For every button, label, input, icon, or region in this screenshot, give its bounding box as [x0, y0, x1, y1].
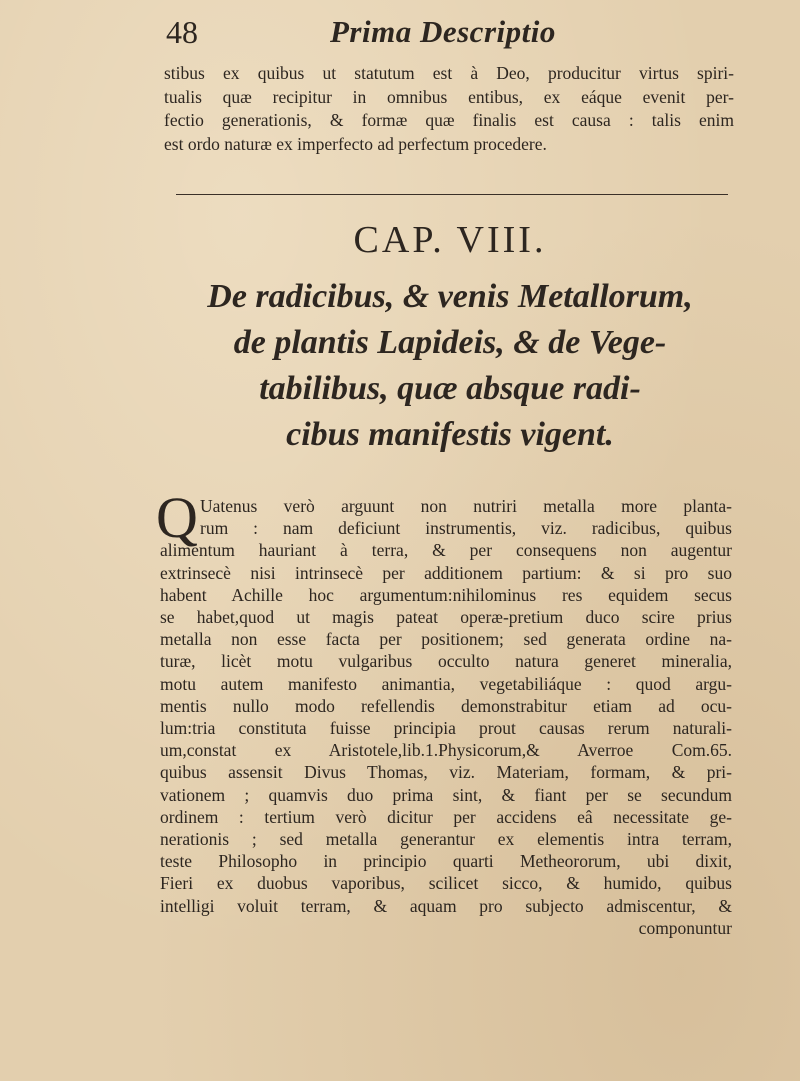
- text-line: habent Achille hoc argumentum:nihilominus res equidem secus: [160, 584, 732, 605]
- catchword: componuntur: [638, 917, 732, 938]
- text-line: motu autem manifesto animantia, vegetabiliáque : quod argu-: [160, 673, 732, 694]
- section-divider: [176, 194, 728, 195]
- text-line: extrinsecè nisi intrinsecè per additionem partium: & si pro suo: [160, 562, 732, 583]
- text-line: alimentum hauriant à terra, & per consequens non augentur: [160, 540, 732, 561]
- chapter-heading: CAP. VIII.: [353, 219, 547, 261]
- chapter-title-line: de plantis Lapideis, & de Vege-: [233, 324, 667, 361]
- running-head: Prima Descriptio: [330, 14, 556, 49]
- text-line: est ordo naturæ ex imperfecto ad perfectum procedere.: [164, 133, 547, 154]
- text-line: um,constat ex Aristotele,lib.1.Physicorum,& Averroe Com.65.: [160, 740, 732, 761]
- text-line: stibus ex quibus ut statutum est à Deo, producitur virtus spiri-: [164, 63, 734, 83]
- text-line: fectio generationis, & formæ quæ finalis est causa : talis enim: [164, 110, 734, 130]
- text-line: intelligi voluit terram, & aquam pro subjecto admiscentur, &: [160, 895, 732, 916]
- text-line: Fieri ex duobus vaporibus, scilicet sicco, & humido, quibus: [160, 873, 732, 894]
- chapter-body: [156, 485, 732, 939]
- continued-paragraph: [164, 62, 734, 156]
- text-line: quibus assensit Divus Thomas, viz. Materiam, formam, & pri-: [160, 762, 732, 783]
- page-number: 48: [166, 14, 198, 50]
- text-line: lum:tria constituta fuisse principia prout causas rerum naturali-: [160, 718, 732, 739]
- drop-cap: Q: [156, 485, 198, 550]
- chapter-title-line: De radicibus, & venis Metallorum,: [207, 278, 693, 315]
- text-line: vationem ; quamvis duo prima sint, & fiant per se secundum: [160, 784, 732, 805]
- text-line: turæ, licèt motu vulgaribus occulto natura generet mineralia,: [160, 651, 732, 672]
- text-line: teste Philosopho in principio quarti Metheororum, ubi dixit,: [160, 851, 732, 872]
- chapter-title-line: tabilibus, quæ absque radi-: [259, 370, 641, 407]
- chapter-title-line: cibus manifestis vigent.: [286, 416, 614, 453]
- chapter-title: [150, 274, 750, 458]
- text-line: Uatenus verò arguunt non nutriri metalla more planta-: [200, 496, 732, 516]
- text-line: rum : nam deficiunt instrumentis, viz. radicibus, quibus: [200, 518, 732, 539]
- text-line: ordinem : tertium verò dicitur per accidens eâ necessitate ge-: [160, 806, 732, 827]
- text-line: se habet,quod ut magis pateat operæ-pretium duco scire prius: [160, 607, 732, 628]
- page-header: [160, 12, 730, 58]
- text-line: metalla non esse facta per positionem; sed generata ordine na-: [160, 629, 732, 650]
- text-line: nerationis ; sed metalla generantur ex elementis intra terram,: [160, 829, 732, 850]
- text-line: tualis quæ recipitur in omnibus entibus, ex eáque evenit per-: [164, 86, 734, 107]
- text-line: mentis nullo modo refellendis demonstrabitur etiam ad ocu-: [160, 695, 732, 716]
